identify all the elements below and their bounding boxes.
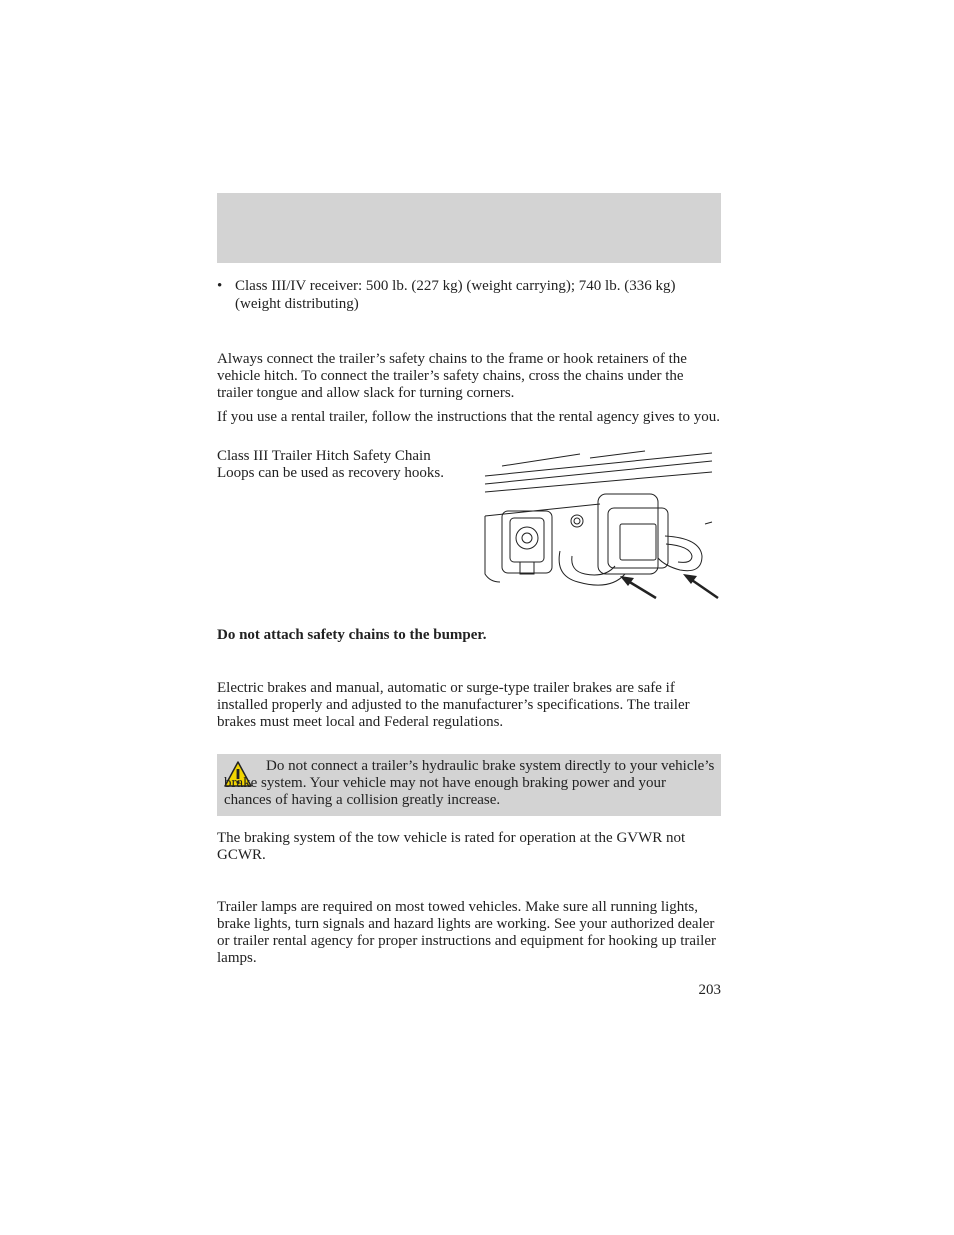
trailer-brakes-para-2: The braking system of the tow vehicle is rated for operation at the GVWR not GCWR. xyxy=(217,830,686,863)
bullet-dot: • xyxy=(217,278,223,294)
safety-chains-para-1: Always connect the trailer’s safety chains to the frame or hook retainers of the vehicle hitch. To connect the trailer’s safety chains, cross the chains under the trailer tongue and allow slack for turning corners. xyxy=(217,351,687,401)
safety-chains-caution xyxy=(217,627,721,644)
header-band xyxy=(217,193,721,263)
caution-text: Do not attach safety chains to the bumper. xyxy=(217,627,487,643)
bullet-text: Class III/IV receiver: 500 lb. (227 kg) (weight carrying); 740 lb. (336 kg) (weight distributing) xyxy=(235,278,676,312)
bullet-item xyxy=(217,277,721,313)
trailer-lamps-para-1: Trailer lamps are required on most towed vehicles. Make sure all running lights, brake lights, turn signals and hazard lights are working. See your authorized dealer or trailer rental agency for proper instructions and equipment for hooking up trailer lamps. xyxy=(217,899,716,966)
safety-chains-para-2: If you use a rental trailer, follow the instructions that the rental agency gives to you. xyxy=(217,409,720,425)
warning-box xyxy=(217,754,721,816)
hitch-illustration xyxy=(480,446,722,608)
safety-chains-para-3: Class III Trailer Hitch Safety Chain Loops can be used as recovery hooks. xyxy=(217,448,445,481)
page-number: 203 xyxy=(698,982,721,998)
trailer-brakes-para-1: Electric brakes and manual, automatic or surge-type trailer brakes are safe if installed properly and adjusted to the manufacturer’s specifications. The trailer brakes must meet local and Federal regulations. xyxy=(217,680,690,730)
warning-text: Do not connect a trailer’s hydraulic brake system directly to your vehicle’s brake system. Your vehicle may not have enough braking power and your chances of having a collision greatly increase. xyxy=(224,758,715,808)
